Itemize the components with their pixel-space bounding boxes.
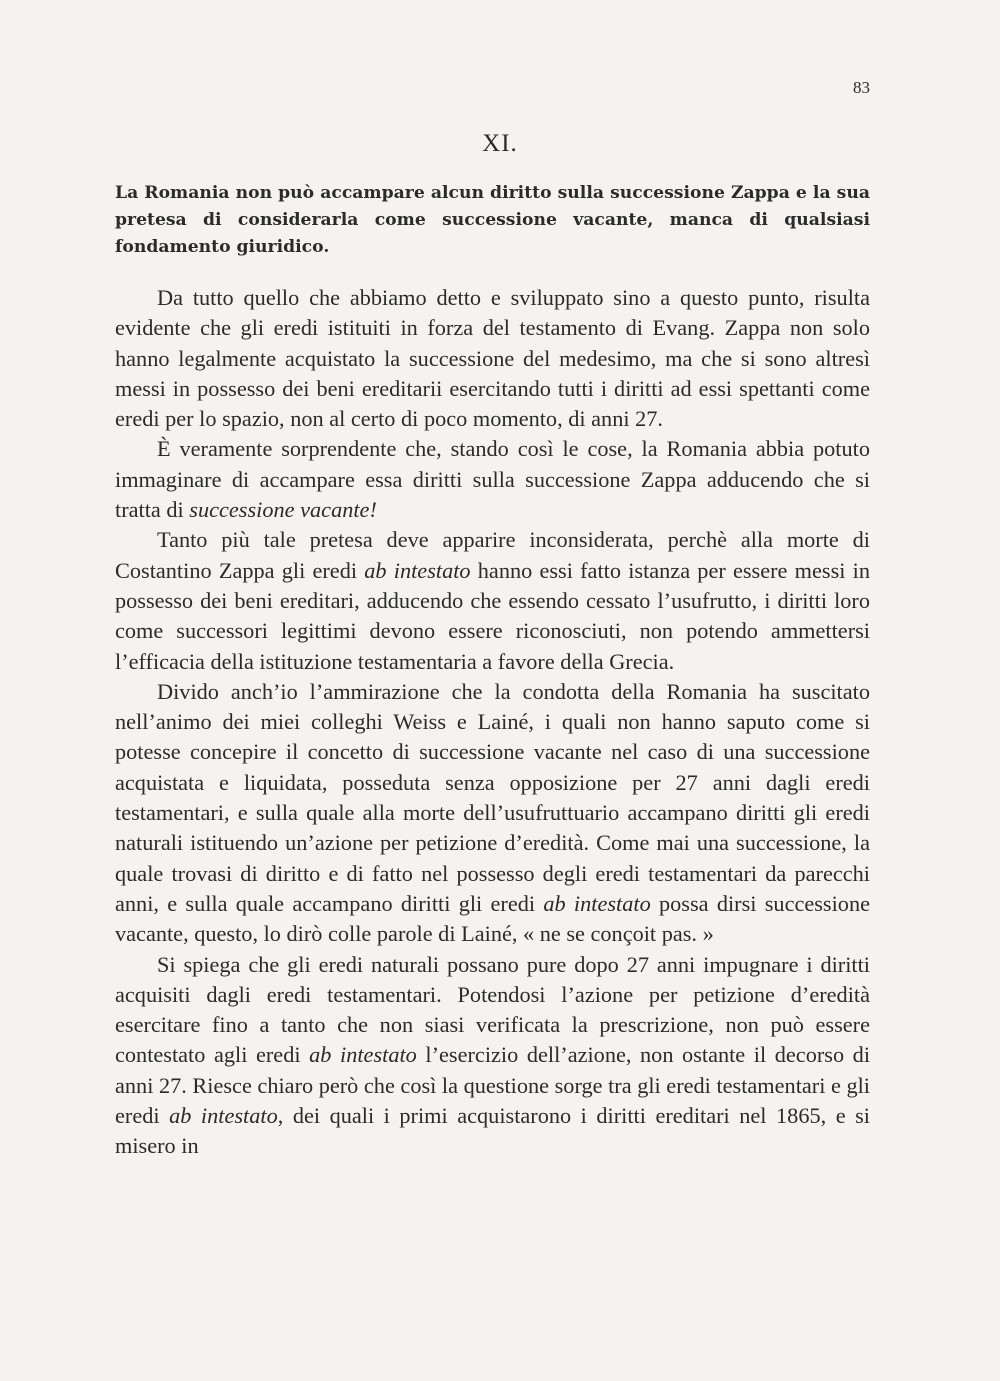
section-numeral: XI. bbox=[482, 130, 518, 157]
body-text bbox=[115, 283, 870, 1162]
paragraph bbox=[115, 525, 870, 676]
italic-text: ab intestato bbox=[543, 890, 651, 916]
paragraph bbox=[115, 677, 870, 950]
paragraph bbox=[115, 950, 870, 1162]
paragraph bbox=[115, 283, 870, 434]
text-run: Divido anch’io l’ammirazione che la condotta della Romania ha suscitato nell’animo dei miei colleghi Weiss e Lainé, i quali non hanno saputo come si potesse concepire il concetto di successione vacante nel caso di una successione acquistata e liquidata, posseduta senza opposizione per 27 anni dagli eredi testamentari, e sulla quale alla morte dell’usufruttuario accampano diritti gli eredi naturali istituendo un’azione per petizione d’eredità. Come mai una successione, la quale trovasi di diritto e di fatto nel possesso degli eredi testamentari da parecchi anni, e sulla quale accampano diritti gli eredi bbox=[115, 678, 870, 916]
text-run: , dei quali i primi acquistarono i diritti ereditari nel 1865, e si misero in bbox=[115, 1103, 871, 1159]
page-number: 83 bbox=[853, 78, 870, 97]
text-run: Si spiega che gli eredi naturali possano pure dopo 27 anni impugnare i diritti acquisiti dagli eredi testamentari. Potendosi l’azione per petizione d’eredità esercitare fino a tanto che non siasi verificata la prescrizione, non può essere contestato agli eredi bbox=[115, 951, 870, 1068]
italic-text: ab intestato bbox=[169, 1103, 278, 1129]
italic-text: ab intestato bbox=[364, 557, 471, 583]
paragraph bbox=[115, 434, 870, 525]
text-run: possa dirsi successione vacante, questo, lo dirò colle parole di Lainé, « ne se conçoit pas. » bbox=[115, 890, 870, 947]
text-run: l’esercizio dell’azione, non ostante il decorso di anni 27. Riesce chiaro però che così la questione sorge tra gli eredi testamentari e gli eredi bbox=[115, 1042, 871, 1129]
text-run: Tanto più tale pretesa deve apparire inconsiderata, perchè alla morte di Costantino Zappa gli eredi bbox=[115, 527, 870, 583]
section-heading: La Romania non può accampare alcun diritto sulla successione Zappa e la sua pretesa di considerarla come successione vacante, manca di qualsiasi fondamento giuridico. bbox=[115, 183, 870, 257]
text-run: hanno essi fatto istanza per essere messi in possesso dei beni ereditari, adducendo che essendo cessato l’usufrutto, i diritti loro come successori legittimi devono essere riconosciuti, non potendo ammettersi l’efficacia della istituzione testamentaria a favore della Grecia. bbox=[115, 557, 870, 674]
italic-text: successione vacante! bbox=[189, 497, 377, 523]
text-run: Da tutto quello che abbiamo detto e sviluppato sino a questo punto, risulta evidente che gli eredi istituiti in forza del testamento di Evang. Zappa non solo hanno legalmente acquistato la successione del medesimo, ma che si sono altresì messi in possesso dei beni ereditarii esercitando tutti i diritti ad essi spettanti come eredi per lo spazio, non al certo di poco momento, di anni 27. bbox=[115, 285, 870, 432]
text-run: È veramente sorprendente che, stando così le cose, la Romania abbia potuto immaginare di accampare essa diritti sulla successione Zappa adducendo che si tratta di bbox=[115, 436, 870, 523]
italic-text: ab intestato bbox=[309, 1042, 417, 1068]
